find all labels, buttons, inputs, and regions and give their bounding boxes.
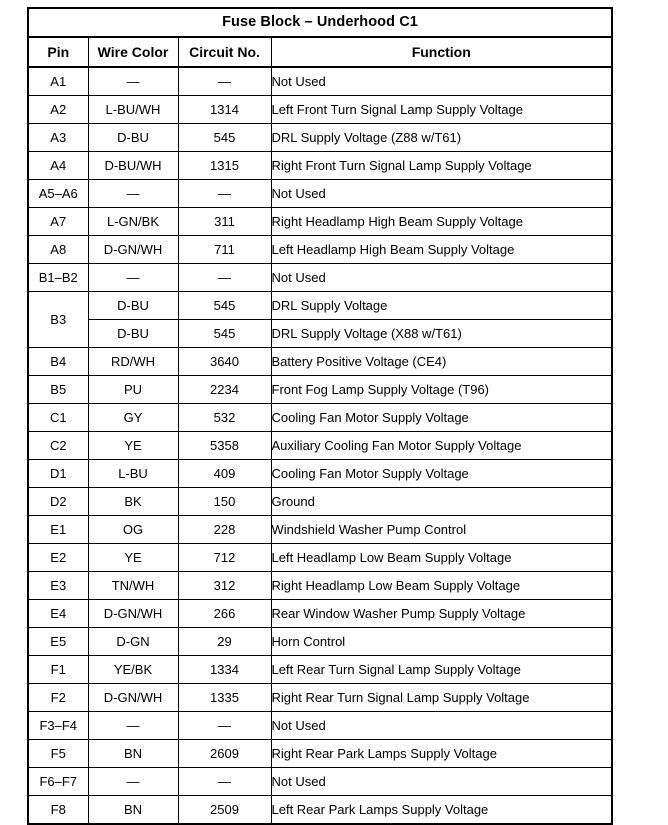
cell-pin: C2 <box>28 432 88 460</box>
cell-wire-color: BN <box>88 796 178 825</box>
cell-circuit-no: 312 <box>178 572 271 600</box>
cell-function: Horn Control <box>271 628 612 656</box>
cell-function: Windshield Washer Pump Control <box>271 516 612 544</box>
table-row <box>28 152 612 180</box>
cell-pin: A4 <box>28 152 88 180</box>
cell-function: Auxiliary Cooling Fan Motor Supply Voltage <box>271 432 612 460</box>
cell-wire-color: BN <box>88 740 178 768</box>
cell-pin: F1 <box>28 656 88 684</box>
cell-wire-color: D-GN/WH <box>88 236 178 264</box>
cell-circuit-no: 2609 <box>178 740 271 768</box>
table-row <box>28 460 612 488</box>
cell-circuit-no: 545 <box>178 320 271 348</box>
cell-wire-color: TN/WH <box>88 572 178 600</box>
table-row <box>28 628 612 656</box>
table-row <box>28 656 612 684</box>
column-header-pin: Pin <box>28 37 88 67</box>
cell-wire-color: L-BU/WH <box>88 96 178 124</box>
table-row <box>28 740 612 768</box>
cell-circuit-no: 228 <box>178 516 271 544</box>
table-row <box>28 292 612 320</box>
cell-function: Front Fog Lamp Supply Voltage (T96) <box>271 376 612 404</box>
cell-wire-color: GY <box>88 404 178 432</box>
table-row <box>28 236 612 264</box>
cell-function: Not Used <box>271 264 612 292</box>
cell-wire-color: OG <box>88 516 178 544</box>
table-row <box>28 600 612 628</box>
cell-wire-color: D-BU <box>88 124 178 152</box>
cell-function: DRL Supply Voltage (X88 w/T61) <box>271 320 612 348</box>
cell-circuit-no: 1314 <box>178 96 271 124</box>
cell-pin: E2 <box>28 544 88 572</box>
table-row <box>28 180 612 208</box>
cell-circuit-no: — <box>178 180 271 208</box>
cell-pin: E4 <box>28 600 88 628</box>
cell-pin: A8 <box>28 236 88 264</box>
cell-pin: A2 <box>28 96 88 124</box>
cell-circuit-no: 711 <box>178 236 271 264</box>
cell-function: Left Rear Turn Signal Lamp Supply Voltage <box>271 656 612 684</box>
cell-wire-color: — <box>88 712 178 740</box>
cell-function: Right Rear Turn Signal Lamp Supply Voltage <box>271 684 612 712</box>
cell-pin: B4 <box>28 348 88 376</box>
column-header-wire-color: Wire Color <box>88 37 178 67</box>
cell-function: Not Used <box>271 180 612 208</box>
table-row <box>28 768 612 796</box>
cell-circuit-no: — <box>178 264 271 292</box>
cell-wire-color: D-GN/WH <box>88 684 178 712</box>
cell-circuit-no: 29 <box>178 628 271 656</box>
table-row <box>28 432 612 460</box>
cell-pin: B1–B2 <box>28 264 88 292</box>
table-row <box>28 348 612 376</box>
cell-function: Right Headlamp Low Beam Supply Voltage <box>271 572 612 600</box>
cell-pin: F6–F7 <box>28 768 88 796</box>
cell-wire-color: L-GN/BK <box>88 208 178 236</box>
cell-wire-color: — <box>88 264 178 292</box>
cell-circuit-no: — <box>178 768 271 796</box>
cell-pin: A1 <box>28 67 88 96</box>
cell-function: Cooling Fan Motor Supply Voltage <box>271 460 612 488</box>
table-row <box>28 404 612 432</box>
table-row <box>28 684 612 712</box>
table-header-row <box>28 37 612 67</box>
table-row <box>28 544 612 572</box>
cell-wire-color: YE/BK <box>88 656 178 684</box>
cell-pin: B3 <box>28 292 88 348</box>
fuse-block-table-container <box>27 7 611 825</box>
cell-function: Not Used <box>271 67 612 96</box>
cell-function: Ground <box>271 488 612 516</box>
table-row <box>28 376 612 404</box>
cell-function: Left Front Turn Signal Lamp Supply Voltage <box>271 96 612 124</box>
cell-function: DRL Supply Voltage (Z88 w/T61) <box>271 124 612 152</box>
table-row <box>28 516 612 544</box>
cell-circuit-no: 5358 <box>178 432 271 460</box>
cell-wire-color: YE <box>88 432 178 460</box>
cell-function: Left Headlamp Low Beam Supply Voltage <box>271 544 612 572</box>
cell-pin: A5–A6 <box>28 180 88 208</box>
table-row <box>28 572 612 600</box>
cell-function: Not Used <box>271 712 612 740</box>
cell-function: Not Used <box>271 768 612 796</box>
cell-function: Cooling Fan Motor Supply Voltage <box>271 404 612 432</box>
cell-pin: E1 <box>28 516 88 544</box>
table-row <box>28 264 612 292</box>
cell-pin: F5 <box>28 740 88 768</box>
cell-wire-color: D-BU <box>88 292 178 320</box>
cell-circuit-no: — <box>178 712 271 740</box>
cell-function: Right Rear Park Lamps Supply Voltage <box>271 740 612 768</box>
cell-pin: F2 <box>28 684 88 712</box>
cell-wire-color: D-BU/WH <box>88 152 178 180</box>
cell-wire-color: D-GN <box>88 628 178 656</box>
cell-circuit-no: 1334 <box>178 656 271 684</box>
cell-pin: C1 <box>28 404 88 432</box>
cell-pin: D2 <box>28 488 88 516</box>
cell-function: Battery Positive Voltage (CE4) <box>271 348 612 376</box>
cell-wire-color: BK <box>88 488 178 516</box>
cell-circuit-no: 150 <box>178 488 271 516</box>
cell-pin: F8 <box>28 796 88 825</box>
cell-wire-color: — <box>88 180 178 208</box>
cell-circuit-no: 1335 <box>178 684 271 712</box>
table-row <box>28 712 612 740</box>
column-header-function: Function <box>271 37 612 67</box>
table-title: Fuse Block – Underhood C1 <box>28 8 612 37</box>
table-row <box>28 208 612 236</box>
cell-wire-color: RD/WH <box>88 348 178 376</box>
cell-circuit-no: 3640 <box>178 348 271 376</box>
cell-wire-color: D-BU <box>88 320 178 348</box>
cell-circuit-no: 545 <box>178 124 271 152</box>
cell-circuit-no: 712 <box>178 544 271 572</box>
table-row <box>28 320 612 348</box>
fuse-block-table <box>27 7 613 825</box>
cell-function: Right Headlamp High Beam Supply Voltage <box>271 208 612 236</box>
table-body <box>28 67 612 824</box>
cell-pin: A3 <box>28 124 88 152</box>
cell-circuit-no: 545 <box>178 292 271 320</box>
table-row <box>28 124 612 152</box>
cell-pin: A7 <box>28 208 88 236</box>
cell-circuit-no: 1315 <box>178 152 271 180</box>
cell-function: DRL Supply Voltage <box>271 292 612 320</box>
cell-function: Right Front Turn Signal Lamp Supply Voltage <box>271 152 612 180</box>
table-row <box>28 96 612 124</box>
cell-pin: E3 <box>28 572 88 600</box>
cell-wire-color: YE <box>88 544 178 572</box>
cell-circuit-no: 266 <box>178 600 271 628</box>
cell-circuit-no: 409 <box>178 460 271 488</box>
cell-wire-color: — <box>88 67 178 96</box>
cell-wire-color: — <box>88 768 178 796</box>
cell-pin: D1 <box>28 460 88 488</box>
cell-circuit-no: 2234 <box>178 376 271 404</box>
cell-function: Left Headlamp High Beam Supply Voltage <box>271 236 612 264</box>
cell-wire-color: L-BU <box>88 460 178 488</box>
cell-wire-color: D-GN/WH <box>88 600 178 628</box>
cell-pin: E5 <box>28 628 88 656</box>
cell-function: Rear Window Washer Pump Supply Voltage <box>271 600 612 628</box>
cell-circuit-no: 2509 <box>178 796 271 825</box>
table-row <box>28 67 612 96</box>
cell-wire-color: PU <box>88 376 178 404</box>
cell-function: Left Rear Park Lamps Supply Voltage <box>271 796 612 825</box>
table-row <box>28 488 612 516</box>
cell-circuit-no: 311 <box>178 208 271 236</box>
cell-pin: F3–F4 <box>28 712 88 740</box>
cell-circuit-no: — <box>178 67 271 96</box>
table-head <box>28 8 612 67</box>
table-row <box>28 796 612 825</box>
cell-pin: B5 <box>28 376 88 404</box>
table-title-row <box>28 8 612 37</box>
cell-circuit-no: 532 <box>178 404 271 432</box>
column-header-circuit-no: Circuit No. <box>178 37 271 67</box>
